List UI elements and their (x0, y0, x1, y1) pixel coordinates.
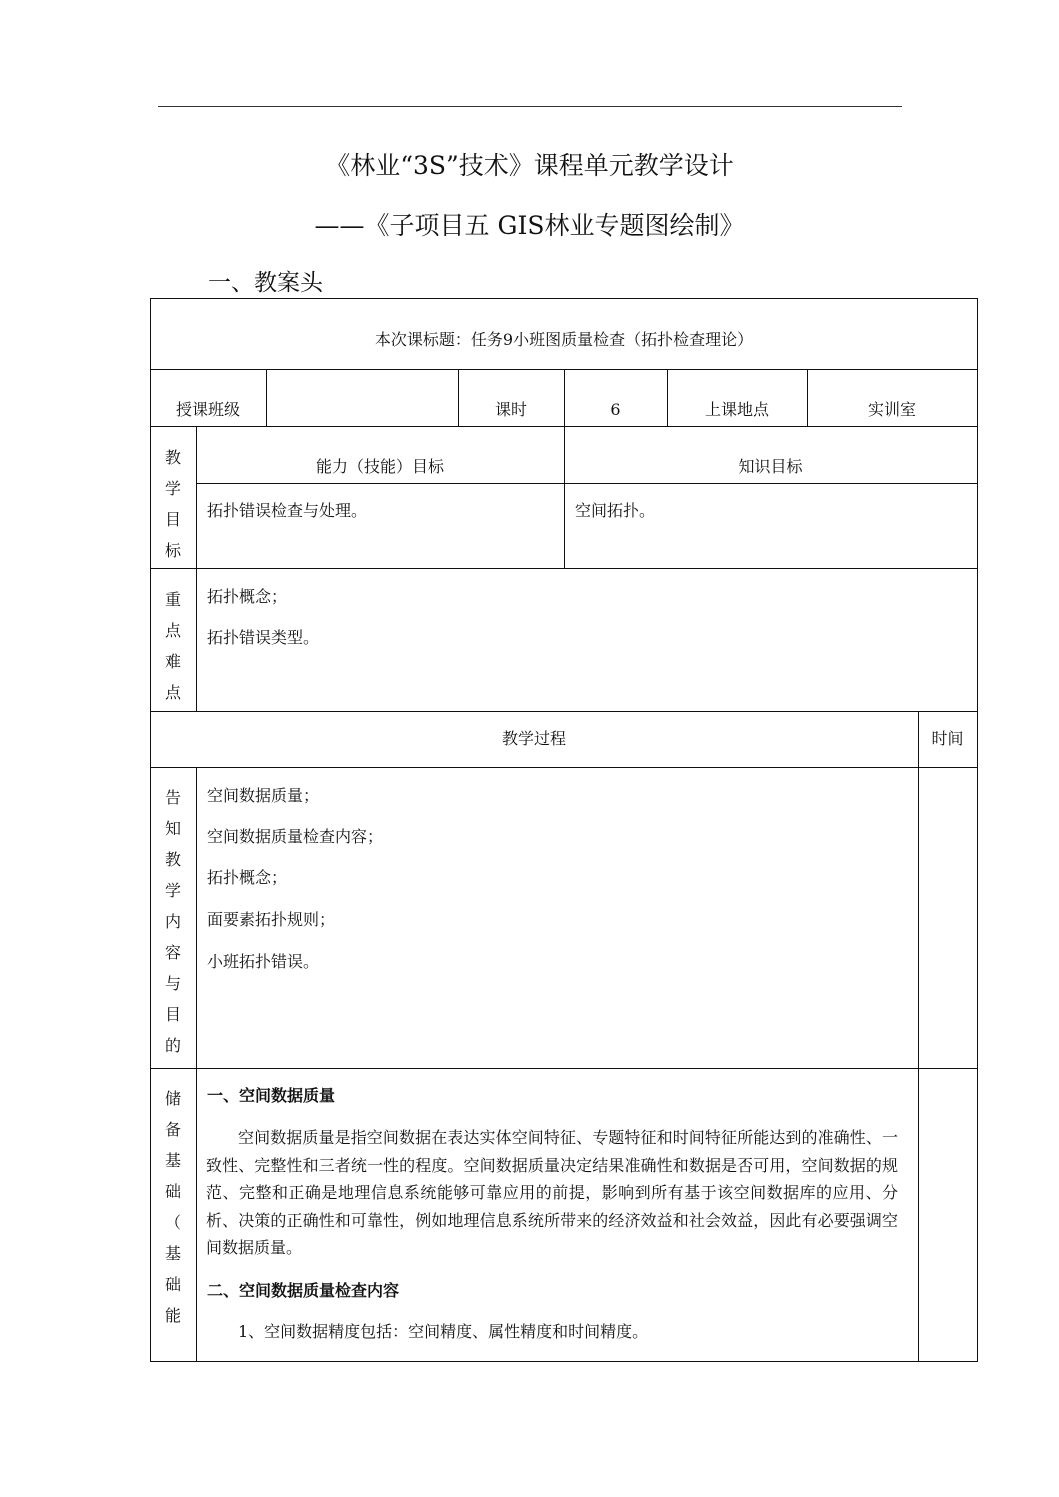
time-header: 时间 (931, 729, 964, 748)
inform-label: 告 知 教 学 内 容 与 目 的 (164, 788, 181, 1055)
location-value: 实训室 (867, 400, 916, 419)
row-divider (150, 767, 978, 768)
inform-item: 空间数据质量检查内容； (207, 827, 384, 846)
col-divider (196, 767, 197, 1362)
inform-item: 小班拓扑错误。 (207, 952, 320, 971)
inform-item: 空间数据质量； (207, 786, 320, 805)
knowledge-goal-content: 空间拓扑。 (575, 501, 656, 520)
ability-goal-content: 拓扑错误检查与处理。 (207, 501, 368, 520)
document-subtitle: ——《子项目五 GIS林业专题图绘制》 (314, 211, 745, 240)
class-label: 授课班级 (175, 400, 240, 419)
reserve-label: 储 备 基 础 （ 基 础 能 (164, 1089, 181, 1325)
inform-item: 面要素拓扑规则； (207, 910, 336, 929)
keypoint-item: 拓扑概念； (207, 587, 288, 606)
reserve-heading: 一、空间数据质量 (207, 1086, 336, 1105)
reserve-heading: 二、空间数据质量检查内容 (207, 1281, 400, 1300)
table-border-right (977, 298, 978, 1362)
ability-goal-header: 能力（技能）目标 (315, 457, 444, 476)
reserve-paragraph: 空间数据质量是指空间数据在表达实体空间特征、专题特征和时间特征所能达到的准确性、一致性、完整性和三者统一性的程度。空间数据质量决定结果准确性和数据是否可用，空间数据的规范、完整和正确是地理信息系统能够可靠应用的前提，影响到所有基于该空间数据库的应用、分析、决策的正确性和可靠性，例如地理信息系统所带来的经济效益和社会效益，因此有必要强调空间数据质量。 (206, 1128, 898, 1257)
lesson-title: 本次课标题：任务9小班图质量检查（拓扑检查理论） (374, 330, 754, 349)
keypoints-label: 重 点 难 点 (164, 590, 181, 702)
inform-item: 拓扑概念； (207, 868, 288, 887)
row-divider (150, 1068, 978, 1069)
table-border-bottom (150, 1361, 978, 1362)
document-title: 《林业“3S”技术》课程单元教学设计 (325, 151, 734, 180)
col-divider (918, 711, 919, 1362)
row-divider (196, 483, 978, 484)
col-divider (564, 426, 565, 569)
knowledge-goal-header: 知识目标 (738, 457, 803, 476)
row-divider (150, 711, 978, 712)
keypoint-item: 拓扑错误类型。 (207, 628, 320, 647)
col-divider (266, 369, 267, 427)
location-label: 上课地点 (704, 400, 769, 419)
hours-label: 课时 (494, 400, 527, 419)
process-header: 教学过程 (501, 729, 566, 748)
reserve-paragraph: 1、空间数据精度包括：空间精度、属性精度和时间精度。 (238, 1322, 649, 1341)
goals-label: 教 学 目 标 (164, 448, 181, 560)
table-border-top (150, 298, 978, 299)
section-heading: 一、教案头 (208, 270, 323, 296)
hours-value: 6 (610, 400, 621, 419)
